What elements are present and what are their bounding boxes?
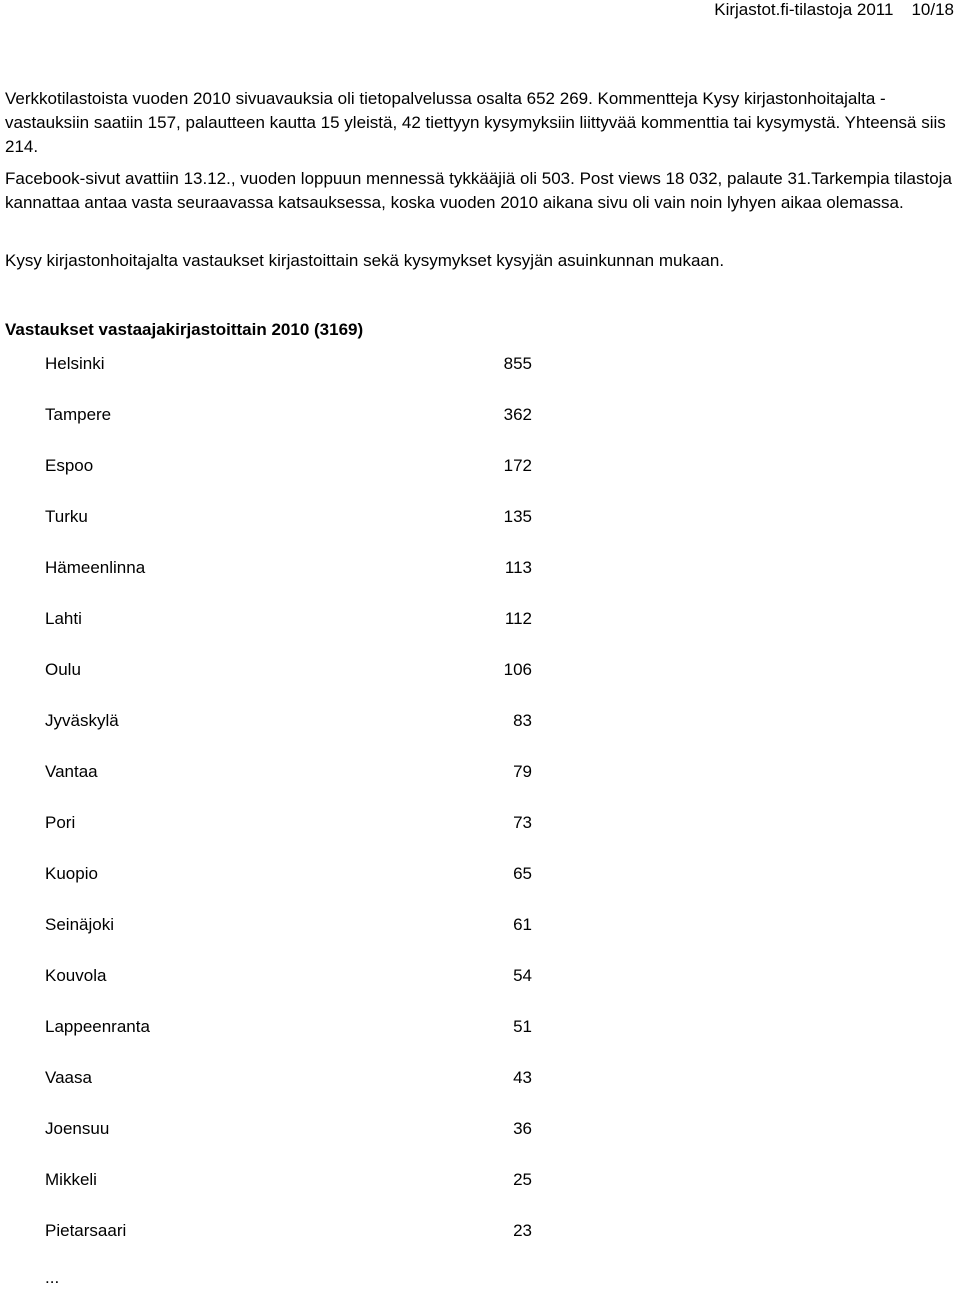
paragraph-intro-tables: Kysy kirjastonhoitajalta vastaukset kirjastoittain sekä kysymykset kysyjän asuinkunnan mukaan. <box>5 251 725 270</box>
library-name: Hämeenlinna <box>45 558 146 577</box>
list-item <box>45 760 532 811</box>
library-name: Kuopio <box>45 864 98 883</box>
answer-count: 362 <box>503 405 532 424</box>
paragraph-facebook: Facebook-sivut avattiin 13.12., vuoden loppuun mennessä tykkääjiä oli 503. Post views 18 032, palaute 31.Tarkempia tilastoja kannattaa antaa vasta seuraavassa katsauksessa, koska vuoden 2010 aikana sivu oli vain noin lyhyen aikaa olemassa. <box>5 169 952 212</box>
paragraph-web-statistics: Verkkotilastoista vuoden 2010 sivuavauksia oli tietopalvelussa osalta 652 269. Kommentteja Kysy kirjastonhoitajalta -vastauksiin saatiin 157, palautteen kautta 15 yleistä, 42 tiettyyn kysymyksiin liittyvää kommenttia tai kysymystä. Yhteensä siis 214. <box>5 89 946 156</box>
list-item <box>45 1219 532 1270</box>
answer-count: 36 <box>513 1119 532 1138</box>
answer-count: 54 <box>513 966 532 985</box>
answer-count: 83 <box>513 711 532 730</box>
library-name: Espoo <box>45 456 94 475</box>
list-item <box>45 556 532 607</box>
library-name: Joensuu <box>45 1119 110 1138</box>
list-item <box>45 1015 532 1066</box>
answer-count: 23 <box>513 1221 532 1240</box>
library-name: Vantaa <box>45 762 98 781</box>
list-item <box>45 454 532 505</box>
library-name: Tampere <box>45 405 112 424</box>
library-name: Kouvola <box>45 966 107 985</box>
page-number: 10/18 <box>911 0 954 19</box>
library-name: Pietarsaari <box>45 1221 127 1240</box>
page-header <box>714 0 954 20</box>
list-item <box>45 709 532 760</box>
answer-count: 73 <box>513 813 532 832</box>
answer-count: 135 <box>503 507 532 526</box>
site-title: Kirjastot.fi-tilastoja 2011 <box>714 0 894 19</box>
list-item <box>45 1066 532 1117</box>
library-name: Turku <box>45 507 88 526</box>
answer-count: 112 <box>504 609 532 628</box>
answer-count: 25 <box>513 1170 532 1189</box>
library-name: Lahti <box>45 609 82 628</box>
list-item <box>45 1117 532 1168</box>
library-name: Lappeenranta <box>45 1017 150 1036</box>
list-item <box>45 607 532 658</box>
library-name: Vaasa <box>45 1068 92 1087</box>
list-item <box>45 352 532 403</box>
list-item <box>45 505 532 556</box>
list-item <box>45 862 532 913</box>
list-item <box>45 964 532 1015</box>
answer-count: 43 <box>513 1068 532 1087</box>
list-item <box>45 658 532 709</box>
library-name: Seinäjoki <box>45 915 114 934</box>
section-title: Vastaukset vastaajakirjastoittain 2010 (3169) <box>5 320 364 339</box>
library-name: Oulu <box>45 660 81 679</box>
answer-count: 61 <box>513 915 532 934</box>
library-name: Pori <box>45 813 76 832</box>
answer-count: 51 <box>513 1017 532 1036</box>
library-name: Jyväskylä <box>45 711 119 730</box>
answer-count: 855 <box>503 354 532 373</box>
library-answers-list <box>45 352 532 1270</box>
library-name: Helsinki <box>45 354 105 373</box>
answer-count: 113 <box>504 558 532 577</box>
list-continuation-ellipsis: ... <box>45 1268 60 1287</box>
list-item <box>45 811 532 862</box>
answer-count: 65 <box>513 864 532 883</box>
list-item <box>45 403 532 454</box>
answer-count: 106 <box>503 660 532 679</box>
list-item <box>45 913 532 964</box>
answer-count: 79 <box>513 762 532 781</box>
answer-count: 172 <box>503 456 532 475</box>
library-name: Mikkeli <box>45 1170 97 1189</box>
list-item <box>45 1168 532 1219</box>
